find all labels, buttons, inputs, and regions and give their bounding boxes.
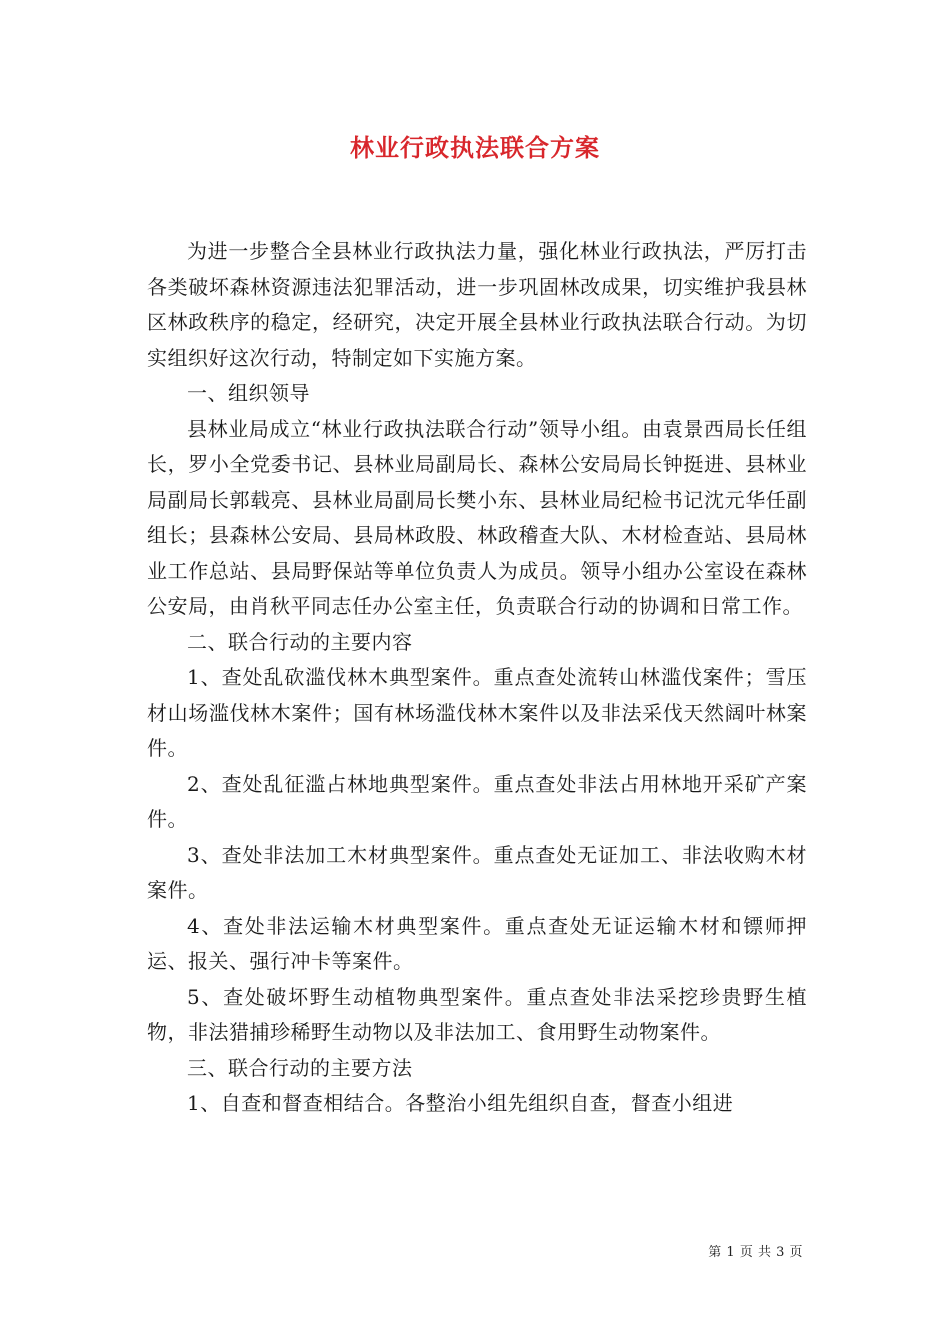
method-item-1: 1、自查和督查相结合。各整治小组先组织自查，督查小组进: [187, 1091, 734, 1115]
content-item-4: 4、查处非法运输木材典型案件。重点查处无证运输木材和镖师押运、报关、强行冲卡等案件。: [147, 913, 807, 973]
page-indicator: 第 1 页 共 3 页: [708, 1245, 803, 1260]
section-heading-organization: 一、组织领导: [187, 381, 310, 405]
section-heading-main-methods: 三、联合行动的主要方法: [187, 1055, 413, 1080]
section-heading-main-content: 二、联合行动的主要内容: [187, 629, 413, 654]
document-title: 林业行政执法联合方案: [350, 133, 600, 162]
content-item-2: 2、查处乱征滥占林地典型案件。重点查处非法占用林地开采矿产案件。: [147, 771, 807, 831]
intro-paragraph: 为进一步整合全县林业行政执法力量，强化林业行政执法，严厉打击各类破坏森林资源违法犯罪活动，进一步巩固林改成果，切实维护我县林区林政秩序的稳定，经研究，决定开展全县林业行政执法联合行动。为切实组织好这次行动，特制定如下实施方案。: [147, 239, 807, 370]
content-item-3: 3、查处非法加工木材典型案件。重点查处无证加工、非法收购木材案件。: [147, 842, 807, 902]
organization-paragraph: 县林业局成立“林业行政执法联合行动”领导小组。由袁景西局长任组长，罗小全党委书记、县林业局副局长、森林公安局局长钟挺进、县林业局副局长郭载亮、县林业局副局长樊小东、县林业局纪检书记沈元华任副组长；县森林公安局、县局林政股、林政稽查大队、木材检查站、县局林业工作总站、县局野保站等单位负责人为成员。领导小组办公室设在森林公安局，由肖秋平同志任办公室主任，负责联合行动的协调和日常工作。: [147, 416, 807, 618]
content-item-5: 5、查处破坏野生动植物典型案件。重点查处非法采挖珍贵野生植物，非法猎捕珍稀野生动物以及非法加工、食用野生动物案件。: [147, 984, 807, 1044]
document-body: [147, 234, 807, 1122]
content-item-1: 1、查处乱砍滥伐林木典型案件。重点查处流转山林滥伐案件；雪压材山场滥伐林木案件；国有林场滥伐林木案件以及非法采伐天然阔叶林案件。: [147, 665, 807, 760]
